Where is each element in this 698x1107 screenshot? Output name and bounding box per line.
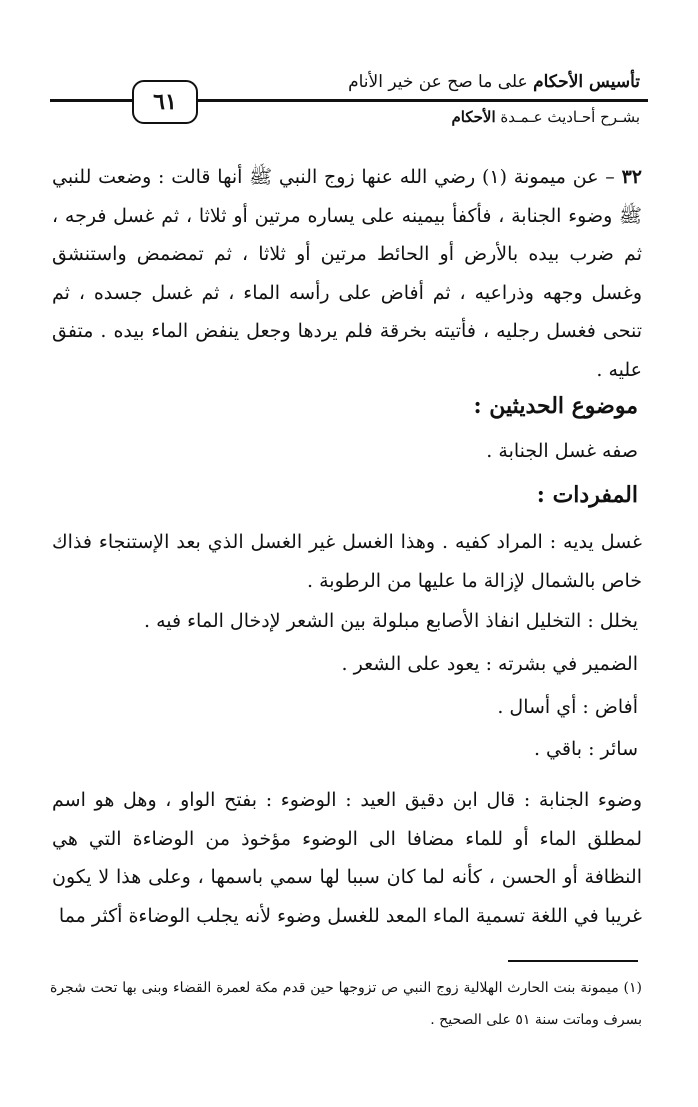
running-title-rest: على ما صح عن خير الأنام	[348, 72, 528, 92]
topic-heading: موضوع الحديثين :	[473, 393, 638, 419]
vocab-line-3: أفاض : أي أسال .	[497, 696, 638, 718]
vocab-paragraph-1: غسل يديه : المراد كفيه . وهذا الغسل غير الغسل الذي بعد الإستنجاء فذاك خاص بالشمال لإزالة ما عليها من الرطوبة .	[52, 531, 642, 592]
footnote-rule	[508, 960, 638, 962]
vocab-heading: المفردات :	[536, 482, 638, 508]
running-subtitle-bold: الأحكام	[451, 108, 496, 126]
footnote: (١) ميمونة بنت الحارث الهلالية زوج النبي ص تزوجها حين قدم مكة لعمرة القضاء وبنى بها تحت شجرة بسرف وماتت سنة ٥١ على الصحيح .	[50, 980, 642, 1028]
running-title-bold: تأسيس الأحكام	[533, 72, 640, 92]
topic-text: صفه غسل الجنابة .	[486, 440, 638, 462]
page-number: ٦١	[132, 80, 198, 124]
running-subtitle-prefix: بشـرح أحـاديث عـمـدة	[500, 108, 640, 126]
running-subtitle	[452, 108, 641, 126]
vocab-line-4: سائر : باقي .	[533, 738, 638, 760]
hadith-paragraph	[52, 158, 642, 389]
vocab-paragraph-2: وضوء الجنابة : قال ابن دقيق العيد : الوضوء : بفتح الواو ، وهل هو اسم لمطلق الماء أو للماء مضافا الى الوضوء مؤخوذ من الوضاءة التي هي النظافة أو الحسن ، كأنه لما كان سببا لها سمي باسمها ، وعلى هذا لا يكون غريبا في اللغة تسمية الماء المعد للغسل وضوء لأنه يجلب الوضاءة أكثر مما	[52, 789, 642, 927]
vocab-line-1: يخلل : التخليل انفاذ الأصابع مبلولة بين الشعر لإدخال الماء فيه .	[143, 610, 638, 632]
running-title	[348, 72, 640, 92]
vocab-line-2: الضمير في بشرته : يعود على الشعر .	[341, 653, 638, 675]
hadith-number: ٣٢	[621, 166, 642, 188]
hadith-text: – عن ميمونة (١) رضي الله عنها زوج النبي ﷺ أنها قالت : وضعت للنبي ﷺ وضوء الجنابة ، فأكفأ بيمينه على يساره مرتين أو ثلاثا ، ثم غسل فرجه ، ثم ضرب بيده بالأرض أو الحائط مرتين أو ثلاثا ، ثم تمضمض واستنشق وغسل وجهه وذراعيه ، ثم أفاض على رأسه الماء ، ثم غسل جسده ، ثم تنحى فغسل رجليه ، فأتيته بخرقة فلم يردها وجعل ينفض الماء بيده . متفق عليه .	[52, 166, 642, 381]
